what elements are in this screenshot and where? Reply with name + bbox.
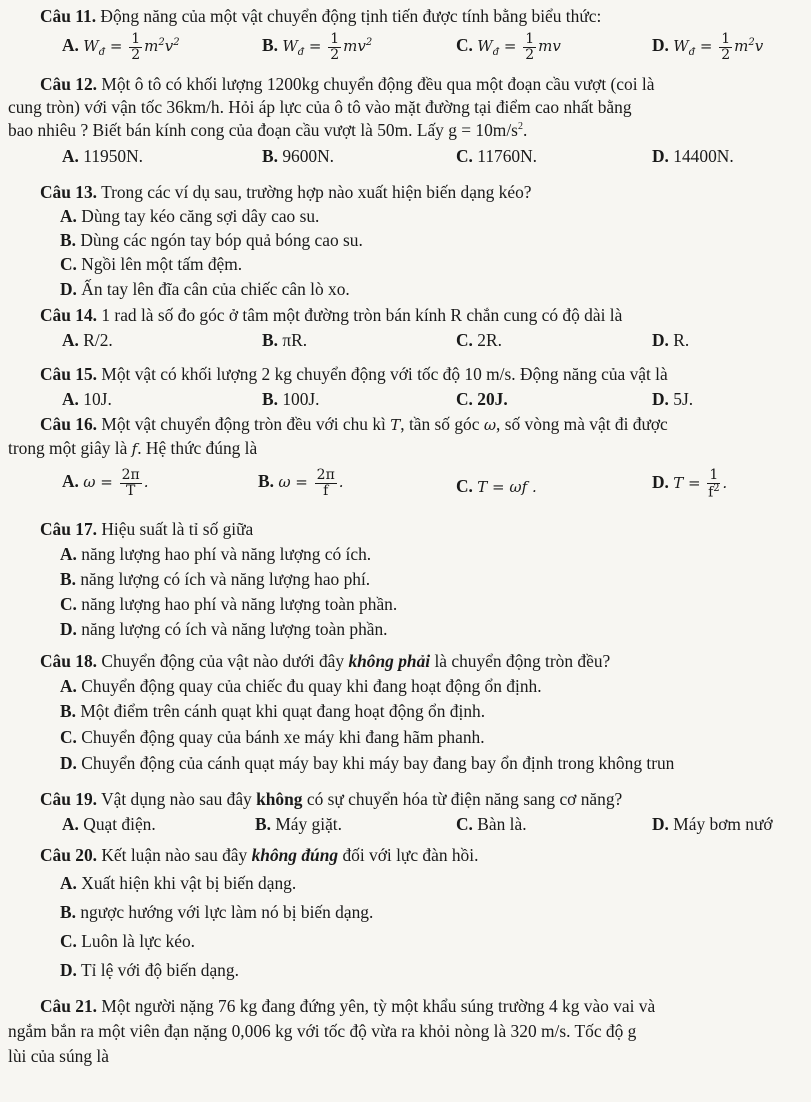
option-a[interactable]: A. Dùng tay kéo căng sợi dây cao su. xyxy=(60,206,320,226)
option-d[interactable]: D. 5J. xyxy=(652,389,694,409)
option-a[interactable]: A. Chuyển động quay của chiếc đu quay khi đang hoạt động ổn định. xyxy=(60,676,542,696)
option-d[interactable]: D. T = $\frac{1}{f^2}$ . xyxy=(652,467,728,501)
option-c[interactable]: C. $W_đ$ = $\frac{1}{2}$ mv xyxy=(456,31,561,63)
option-c[interactable]: C. Ngồi lên một tấm đệm. xyxy=(60,254,243,274)
question-18: Câu 18. Chuyển động của vật nào dưới đây không phải là chuyển động tròn đều? xyxy=(40,651,611,671)
option-d[interactable]: D. Ấn tay lên đĩa cân của chiếc cân lò xo. xyxy=(60,279,350,299)
option-d[interactable]: D. R. xyxy=(652,330,690,350)
option-d[interactable]: D. Máy bơm nướ xyxy=(652,814,773,834)
option-b[interactable]: B. Dùng các ngón tay bóp quả bóng cao su. xyxy=(60,230,363,250)
option-c[interactable]: C. Luôn là lực kéo. xyxy=(60,931,196,951)
option-a[interactable]: A. 11950N. xyxy=(62,146,144,166)
question-16: Câu 16. Một vật chuyển động tròn đều với chu kì T, tần số góc ω, số vòng mà vật đi được xyxy=(40,414,668,434)
question-14: Câu 14. 1 rad là số đo góc ở tâm một đường tròn bán kính R chắn cung có độ dài là xyxy=(40,305,623,325)
option-d[interactable]: D. $W_đ$ = $\frac{1}{2}$ $m^2v$ xyxy=(652,31,764,63)
option-b[interactable]: B. πR. xyxy=(262,330,308,350)
question-16-line-2: trong một giây là f. Hệ thức đúng là xyxy=(8,438,258,458)
question-20: Câu 20. Kết luận nào sau đây không đúng đối với lực đàn hồi. xyxy=(40,845,479,865)
question-14-options xyxy=(0,330,811,354)
option-b[interactable]: B. Một điểm trên cánh quạt khi quạt đang hoạt động ổn định. xyxy=(60,701,486,721)
option-c[interactable]: C. T = ωf . xyxy=(456,476,537,496)
option-d[interactable]: D. Chuyển động của cánh quạt máy bay khi máy bay đang bay ổn định trong không trun xyxy=(60,753,675,773)
option-c[interactable]: C. năng lượng hao phí và năng lượng toàn phần. xyxy=(60,594,398,614)
option-c[interactable]: C. 2R. xyxy=(456,330,502,350)
option-b[interactable]: B. Máy giặt. xyxy=(255,814,342,834)
option-c[interactable]: C. Chuyển động quay của bánh xe máy khi đang hãm phanh. xyxy=(60,727,485,747)
question-21-line-2: ngắm bắn ra một viên đạn nặng 0,006 kg với tốc độ vừa ra khỏi nòng là 320 m/s. Tốc độ g xyxy=(8,1021,637,1041)
option-c[interactable]: C. Bàn là. xyxy=(456,814,527,834)
question-text: Động năng của một vật chuyển động tịnh tiến được tính bằng biểu thức: xyxy=(100,6,602,26)
question-12 xyxy=(40,74,805,95)
option-c[interactable]: C. 20J. xyxy=(456,389,508,409)
option-b[interactable]: B. năng lượng có ích và năng lượng hao phí. xyxy=(60,569,371,589)
option-a[interactable]: A. ω = $\frac{2\pi}{T}$ . xyxy=(62,467,149,499)
question-text-line-1: Một ô tô có khối lượng 1200kg chuyển động đều qua một đoạn cầu vượt (coi là xyxy=(101,74,655,94)
option-d[interactable]: D. năng lượng có ích và năng lượng toàn phần. xyxy=(60,619,388,639)
option-b[interactable]: B. ngược hướng với lực làm nó bị biến dạng. xyxy=(60,902,374,922)
question-16-options xyxy=(0,467,811,501)
option-d[interactable]: D. 14400N. xyxy=(652,146,734,166)
question-19: Câu 19. Vật dụng nào sau đây không có sự chuyển hóa từ điện năng sang cơ năng? xyxy=(40,789,623,809)
question-17: Câu 17. Hiệu suất là tỉ số giữa xyxy=(40,519,254,539)
question-21-line-3: lùi của súng là xyxy=(8,1046,109,1066)
question-12-options xyxy=(0,146,811,170)
option-a[interactable]: A. năng lượng hao phí và năng lượng có ích. xyxy=(60,544,372,564)
option-b[interactable]: B. $W_đ$ = $\frac{1}{2}$ $mv^2$ xyxy=(262,31,373,63)
option-b[interactable]: B. ω = $\frac{2\pi}{f}$ . xyxy=(258,467,344,499)
question-12-line-2: cung tròn) với vận tốc 36km/h. Hỏi áp lực của ô tô vào mặt đường tại điểm cao nhất bằng xyxy=(8,97,632,117)
option-d[interactable]: D. Tỉ lệ với độ biến dạng. xyxy=(60,960,239,980)
question-number: Câu 11. xyxy=(40,6,97,26)
question-19-options xyxy=(0,814,811,838)
option-a[interactable]: A. Quạt điện. xyxy=(62,814,156,834)
option-a[interactable]: A. R/2. xyxy=(62,330,113,350)
option-a[interactable]: A. 10J. xyxy=(62,389,112,409)
question-11-options xyxy=(0,31,811,63)
question-13: Câu 13. Trong các ví dụ sau, trường hợp nào xuất hiện biến dạng kéo? xyxy=(40,182,532,202)
option-a[interactable]: A. Xuất hiện khi vật bị biến dạng. xyxy=(60,873,297,893)
option-a[interactable]: A. $W_đ$ = $\frac{1}{2}$ $m^2v^2$ xyxy=(62,31,180,63)
question-15-options xyxy=(0,389,811,413)
option-b[interactable]: B. 9600N. xyxy=(262,146,335,166)
question-number: Câu 12. xyxy=(40,74,98,94)
option-b[interactable]: B. 100J. xyxy=(262,389,320,409)
option-c[interactable]: C. 11760N. xyxy=(456,146,538,166)
question-21: Câu 21. Một người nặng 76 kg đang đứng yên, tỳ một khẩu súng trường 4 kg vào vai và xyxy=(40,996,656,1016)
question-11 xyxy=(40,6,805,27)
question-15: Câu 15. Một vật có khối lượng 2 kg chuyển động với tốc độ 10 m/s. Động năng của vật là xyxy=(40,364,668,384)
question-12-line-3: bao nhiêu ? Biết bán kính cong của đoạn cầu vượt là 50m. Lấy $g = 10m/s^2$. xyxy=(8,120,528,140)
